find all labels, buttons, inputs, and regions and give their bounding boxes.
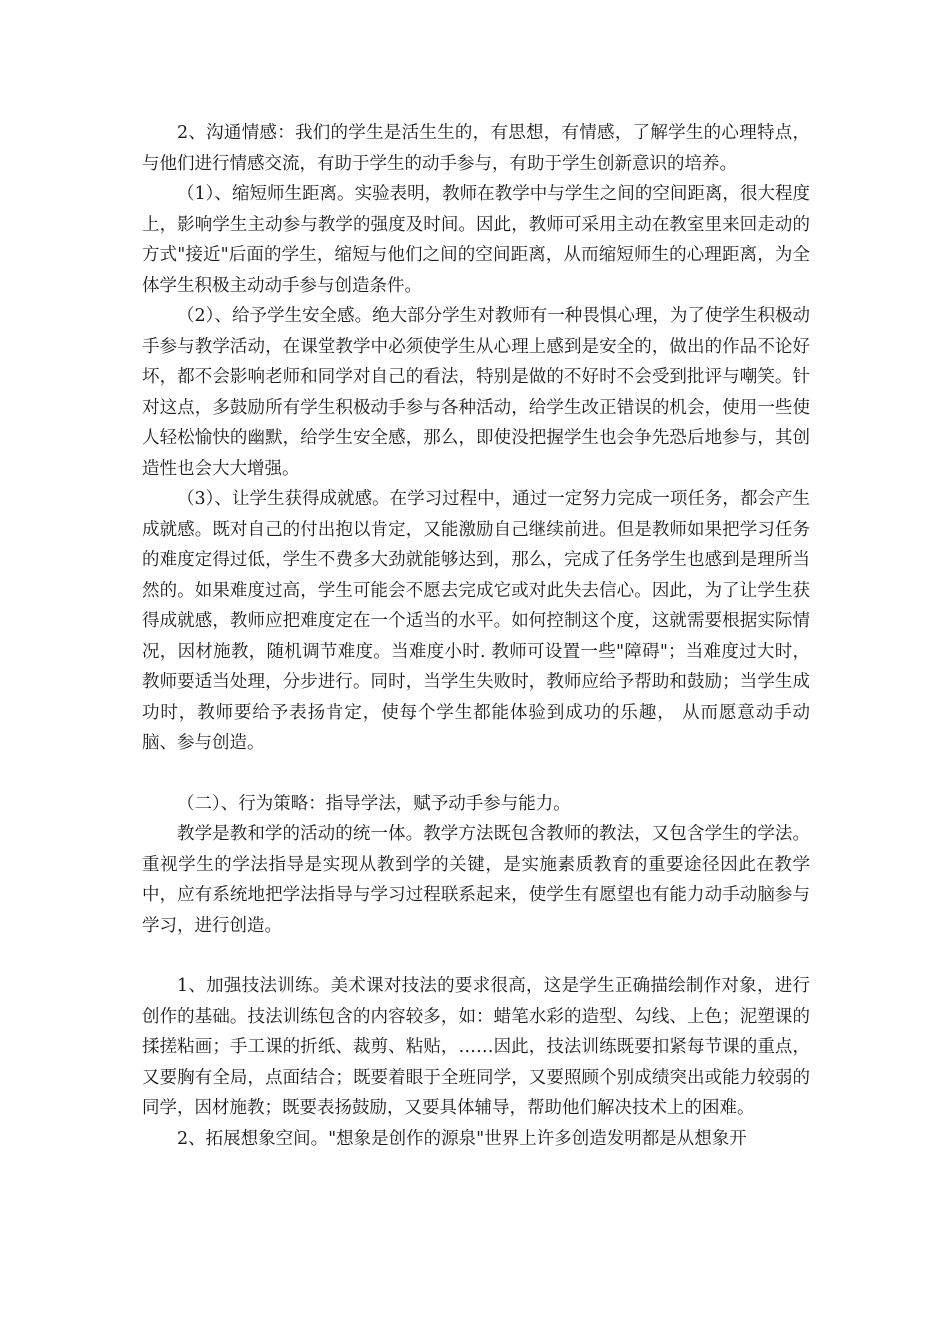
- paragraph-imagination-space: 2、拓展想象空间。"想象是创作的源泉"世界上许多创造发明都是从想象开: [177, 1128, 747, 1149]
- paragraph-spacer: [142, 941, 810, 971]
- paragraph-technique-training: 1、加强技法训练。美术课对技法的要求很高，这是学生正确描绘制作对象，进行创作的基础。技法训练包含的内容较多，如：蜡笔水彩的造型、勾线、上色；泥塑课的揉搓粘画；手工课的折纸、裁剪、粘贴，……因此，技法训练既要扣紧每节课的重点，又要胸有全局，点面结合；既要着眼于全班同学，又要照顾个别成绩突出或能力较弱的同学，因材施教；既要表扬鼓励，又要具体辅导，帮助他们解决技术上的困难。: [142, 976, 810, 1118]
- section-heading-behavior-strategy: （二）、行为策略：指导学法，赋予动手参与能力。: [177, 793, 571, 814]
- paragraph-shorten-distance: （1）、缩短师生距离。实验表明，教师在教学中与学生之间的空间距离，很大程度上，影响学生主动参与教学的强度及时间。因此，教师可采用主动在教室里来回走动的方式"接近"后面的学生，缩短与他们之间的空间距离，从而缩短师生的心理距离，为全体学生积极主动动手参与创造条件。: [142, 184, 810, 296]
- paragraph-teaching-methods: 教学是教和学的活动的统一体。教学方法既包含教师的教法，又包含学生的学法。重视学生的学法指导是实现从教到学的关键，是实施素质教育的重要途径因此在教学中，应有系统地把学法指导与学习过程联系起来，使学生有愿望也有能力动手动脑参与学习，进行创造。: [142, 824, 810, 936]
- paragraph-sense-of-achievement: （3）、让学生获得成就感。在学习过程中，通过一定努力完成一项任务，都会产生成就感。既对自己的付出抱以肯定，又能激励自己继续前进。但是教师如果把学习任务的难度定得过低，学生不费多大劲就能够达到，那么，完成了任务学生也感到是理所当然的。如果难度过高，学生可能会不愿去完成它或对此失去信心。因此，为了让学生获得成就感，教师应把难度定在一个适当的水平。如何控制这个度，这就需要根据实际情况，因材施教，随机调节难度。当难度小时. 教师可设置一些"障碍"；当难度过大时，教师要适当处理，分步进行。同时，当学生失败时，教师应给予帮助和鼓励；当学生成功时，教师要给予表扬肯定，使每个学生都能体验到成功的乐趣， 从而愿意动手动脑、参与创造。: [142, 489, 810, 753]
- document-body: [142, 118, 810, 1154]
- paragraph-spacer: [142, 759, 810, 789]
- paragraph-communicate-emotion: 2、沟通情感：我们的学生是活生生的，有思想，有情感，了解学生的心理特点，与他们进行情感交流，有助于学生的动手参与，有助于学生创新意识的培养。: [142, 123, 810, 174]
- paragraph-sense-of-security: （2）、给予学生安全感。绝大部分学生对教师有一种畏惧心理，为了使学生积极动手参与教学活动，在课堂教学中必须使学生从心理上感到是安全的，做出的作品不论好坏，都不会影响老师和同学对自己的看法，特别是做的不好时不会受到批评与嘲笑。针对这点，多鼓励所有学生积极动手参与各种活动，给学生改正错误的机会，使用一些使人轻松愉快的幽默，给学生安全感，那么，即使没把握学生也会争先恐后地参与，其创造性也会大大增强。: [142, 306, 810, 479]
